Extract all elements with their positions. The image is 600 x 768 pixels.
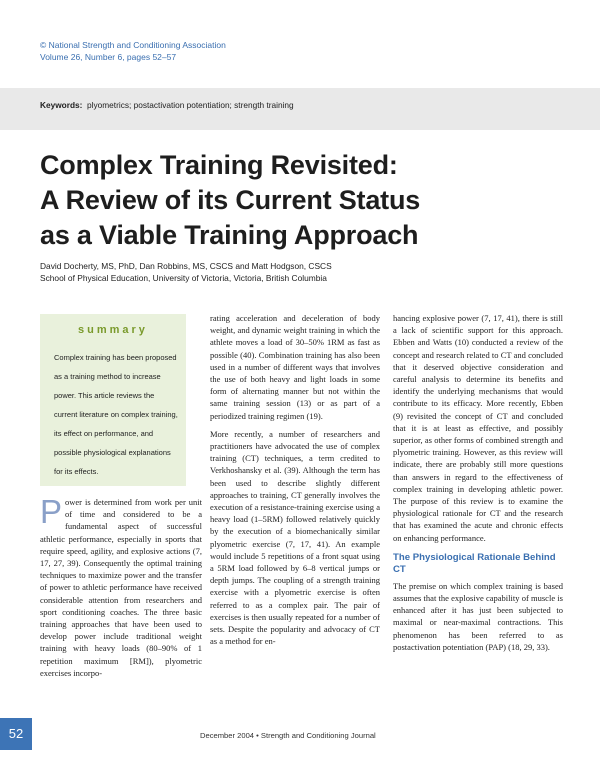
page-number: 52 [0,718,32,750]
text-column-1 [40,493,202,685]
drop-cap: P [40,493,63,530]
paragraph [40,493,202,679]
keywords-label: Keywords: [40,100,83,110]
summary-text: Complex training has been proposed as a training method to increase power. This article reviews the current literature on complex training, its effect on performance, and possible physiological explanations for its effects. [54,353,178,476]
summary-heading: summary [78,324,148,336]
keywords-text [40,100,370,111]
paragraph: The premise on which complex training is based assumes that the explosive capability of muscle is enhanced after it has just been subjected to maximal or near-maximal contractions. This phenomenon has been referred to as postactivation potentiation (PAP) (18, 29, 33). [393,580,563,652]
title-line-1: Complex Training Revisited: [40,150,398,180]
summary-box [40,314,186,486]
journal-header [40,40,226,63]
section-heading: The Physiological Rationale Behind CT [393,551,556,575]
copyright-line: © National Strength and Conditioning Association [40,40,226,50]
volume-line: Volume 26, Number 6, pages 52–57 [40,51,177,62]
author-block [40,260,580,284]
author-names: David Docherty, MS, PhD, Dan Robbins, MS, CSCS and Matt Hodgson, CSCS [40,261,332,271]
title-line-3: as a Viable Training Approach [40,220,419,250]
keywords-list: plyometrics; postactivation potentiation; strength training [87,100,294,110]
paragraph: rating acceleration and deceleration of body weight, and dynamic weight training in which the athlete moves a load of 30–50% 1RM as fast as possible (40). Combination training has also been used in a number of different ways that involves the use of both heavy and light loads in some form of alternating manner but not within the same training session (13) or as part of a periodized training regimen (19). [210,313,380,421]
text-column-3 [393,312,563,659]
author-affiliation: School of Physical Education, University of Victoria, Victoria, British Columbia [40,273,327,283]
footer-text: December 2004 • Strength and Conditioning Journal [200,731,376,740]
paragraph: More recently, a number of researchers and practitioners have advocated the use of complex training (CT) techniques, a term credited to Verkhoshansky et al. (39). Although the term has been used to describe slightly different approaches to training, CT generally involves the execution of a resistance-training exercise using a heavy load (1–5RM) followed relatively quickly by the execution of a biomechanically similar plyometric exercise (7, 17, 41). An example would include 5 repetitions of a front squat using a 5RM load followed by 6–8 vertical jumps or depth jumps. The coupling of a strength training exercise with a plyometric exercise is often referred to as a complex pair. The pair of exercises is then usually repeated for a number of sets. Despite the popularity and advocacy of CT as a method for en- [210,428,380,647]
text-column-2 [210,312,380,653]
title-line-2: A Review of its Current Status [40,185,421,215]
paragraph: hancing explosive power (7, 17, 41), there is still a lack of scientific support for this approach. Ebben and Watts (10) conducted a review of the concept and research related to CT and concluded that it deserved objective consideration and careful analysis to determine its benefits and identify the underlying mechanisms that would contribute to its efficacy. More recently, Ebben (9) revisited the concept of CT and concluded that it is at least as effective, and possibly superior, as other forms of combined strength and plyometric training. However, as this review will indicate, there are probably still more questions than answers in regard to the effectiveness of complex training in developing athletic power. The purpose of this review is to examine the physiological rationale for CT and the research that has examined the acute and chronic effects on enhancing performance. [393,313,563,543]
keywords-band [0,88,600,130]
paragraph-text: ower is determined from work per unit of time and considered to be a fundamental aspect of successful athletic performance, especially in sports that require speed, agility, and explosive actions (7, 17, 27, 39). Consequently the optimal training techniques to maximize power and the transfer of power to athletic performance have received considerable attention from researchers and sport conditioning coaches. The three basic training approaches that have been used to develop power include traditional weight training with heavy loads (80–90% of 1 repetition maximum [RM]), plyometric exercises incorpo- [40,497,202,678]
article-title [40,148,580,253]
